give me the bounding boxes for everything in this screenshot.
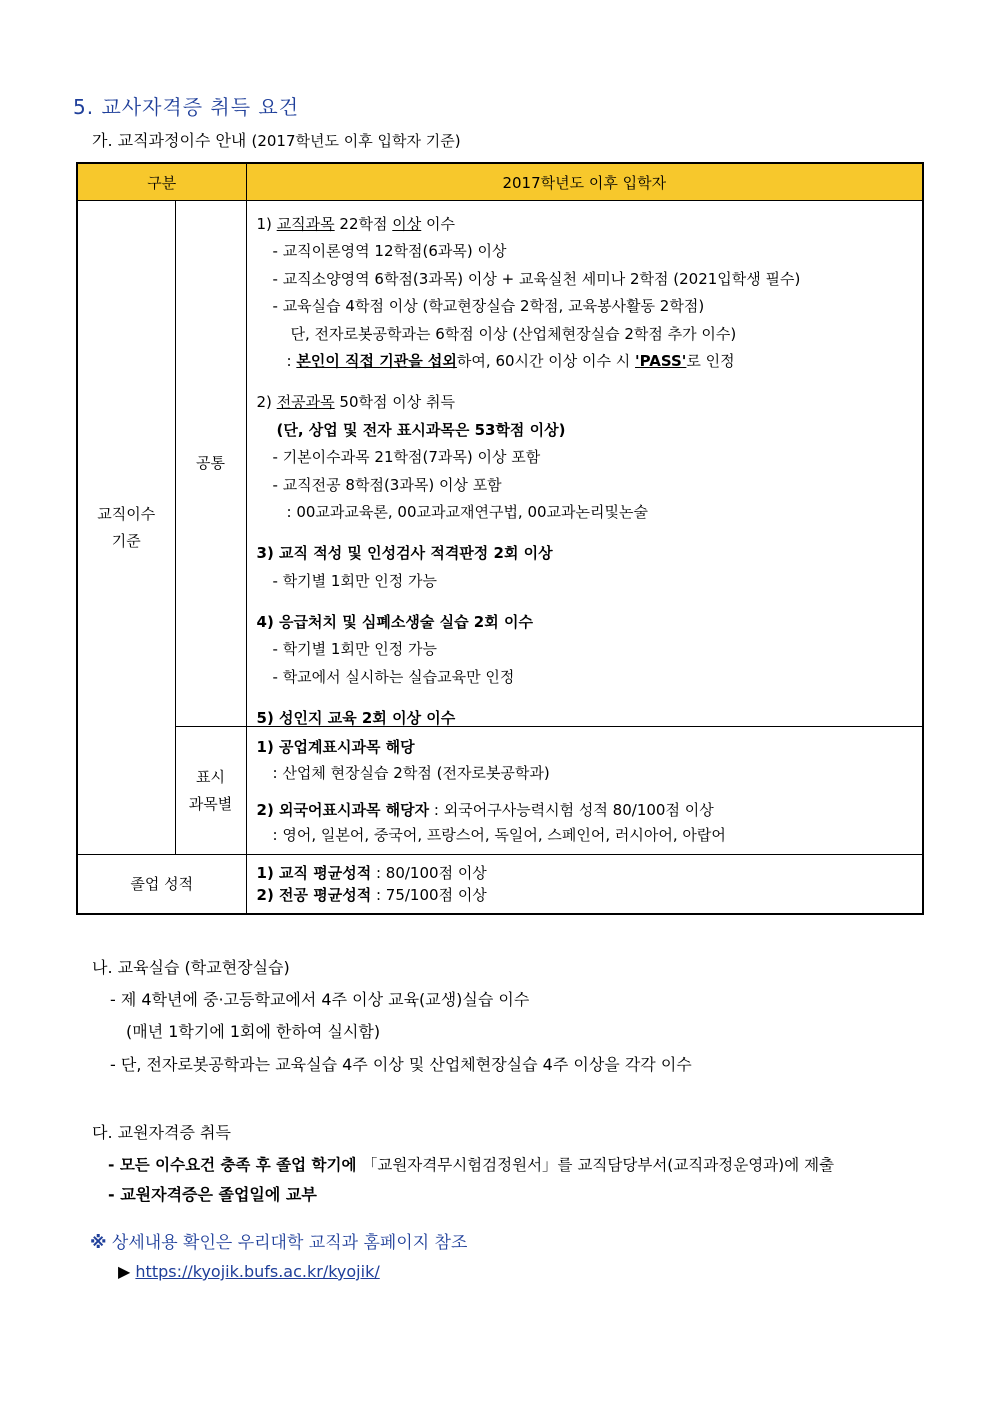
header-admission-year: 2017학년도 이후 입학자	[246, 163, 923, 201]
req-1-suffix: 이수	[421, 215, 455, 233]
req-1-line-2: - 교직소양영역 6학점(3과목) 이상 + 교육실천 세미나 2학점 (2021입학생 필수)	[272, 270, 801, 288]
subsection-c-line-1-lead: - 모든 이수요건 충족 후 졸업 학기에	[108, 1156, 362, 1174]
homepage-link[interactable]: https://kyojik.bufs.ac.kr/kyojik/	[135, 1262, 380, 1281]
req-3: 3) 교직 적성 및 인성검사 적격판정 2회 이상	[256, 544, 553, 562]
curriculum-table	[76, 162, 924, 915]
req-1-line-5-pass: 'PASS'	[635, 352, 687, 370]
req-1-line-1: - 교직이론영역 12학점(6과목) 이상	[272, 242, 507, 260]
grad-1	[257, 862, 487, 883]
header-category: 구분	[77, 163, 246, 201]
row-label-line-1: 교직이수	[97, 504, 156, 523]
homepage-link-line	[118, 1262, 380, 1281]
grad-2	[257, 884, 487, 905]
grad-1-title: 1) 교직 평균성적	[256, 864, 372, 882]
grad-2-title: 2) 전공 평균성적	[256, 886, 372, 904]
req-1-line-4: 단, 전자로봇공학과는 6학점 이상 (산업체현장실습 2학점 추가 이수)	[290, 325, 737, 343]
subsection-a-title-main: 가. 교직과정이수 안내	[92, 131, 247, 150]
req-4: 4) 응급처치 및 심폐소생술 실습 2회 이수	[256, 613, 533, 631]
disp-2-line-1: : 영어, 일본어, 중국어, 프랑스어, 독일어, 스페인어, 러시아어, 아랍어	[272, 826, 726, 844]
req-1-line-5-mid: 하여, 60시간 이상 이수 시	[456, 352, 636, 370]
disp-2	[257, 799, 714, 820]
req-1-line-5	[287, 350, 735, 371]
req-2-line-4: : 00교과교육론, 00교과교재연구법, 00교과논리및논술	[286, 503, 648, 521]
display-label-line-2: 과목별	[188, 794, 233, 813]
req-2-line-2: - 기본이수과목 21학점(7과목) 이상 포함	[272, 448, 541, 466]
subsection-b-line-2: (매년 1학기에 1회에 한하여 실시함)	[126, 1022, 381, 1041]
row-label-curriculum	[77, 201, 175, 855]
disp-1: 1) 공업계표시과목 해당	[256, 738, 415, 756]
req-1-credits: 22학점	[334, 215, 393, 233]
subsection-b-line-3: - 단, 전자로봇공학과는 교육실습 4주 이상 및 산업체현장실습 4주 이상을 각각 이수	[110, 1055, 692, 1074]
subsection-c-line-1	[108, 1153, 834, 1175]
disp-2-title: 2) 외국어표시과목 해당자	[256, 801, 430, 819]
display-subject-label	[175, 727, 246, 855]
grad-1-rest: : 80/100점 이상	[371, 864, 487, 882]
req-2-suffix: 50학점 이상 취득	[334, 393, 455, 411]
req-1	[257, 213, 455, 234]
notice-text: 상세내용 확인은 우리대학 교직과 홈페이지 참조	[106, 1233, 468, 1253]
disp-1-line-1: : 산업체 현장실습 2학점 (전자로봇공학과)	[272, 764, 550, 782]
subsection-c-title: 다. 교원자격증 취득	[92, 1123, 231, 1142]
req-1-above: 이상	[392, 215, 422, 233]
notice-mark-icon: ※	[90, 1233, 107, 1253]
subsection-a-title	[92, 128, 461, 151]
grad-2-rest: : 75/100점 이상	[371, 886, 487, 904]
req-1-line-5-self-arrange: 본인이 직접 기관을 섭외	[296, 352, 457, 370]
subsection-b-title: 나. 교육실습 (학교현장실습)	[92, 958, 290, 977]
row-label-line-2: 기준	[111, 531, 141, 550]
req-2-subject: 전공과목	[276, 393, 335, 411]
subsection-c-line-1-form: 「교원자격무시험검정원서」를 교직담당부서(교직과정운영과)에 제출	[361, 1156, 835, 1174]
subsection-b-line-1: - 제 4학년에 중·고등학교에서 4주 이상 교육(교생)실습 이수	[110, 990, 530, 1009]
req-1-line-5-end: 로 인정	[686, 352, 735, 370]
req-4-line-1: - 학기별 1회만 인정 가능	[272, 640, 437, 658]
req-2	[257, 391, 455, 412]
req-5: 5) 성인지 교육 2회 이상 이수	[256, 709, 456, 727]
subsection-c-line-2: - 교원자격증은 졸업일에 교부	[108, 1185, 317, 1204]
req-2-line-1: (단, 상업 및 전자 표시과목은 53학점 이상)	[276, 421, 566, 439]
req-1-subject: 교직과목	[276, 215, 335, 233]
req-1-line-5-colon: :	[286, 352, 297, 370]
section-title: 5. 교사자격증 취득 요건	[73, 95, 300, 119]
req-3-line-1: - 학기별 1회만 인정 가능	[272, 572, 437, 590]
req-4-line-2: - 학교에서 실시하는 실습교육만 인정	[272, 668, 515, 686]
req-1-prefix: 1)	[256, 215, 277, 233]
req-2-prefix: 2)	[256, 393, 277, 411]
grad-requirements	[246, 855, 923, 915]
display-subject-requirements	[246, 727, 923, 855]
common-requirements	[246, 201, 923, 727]
req-1-line-3: - 교육실습 4학점 이상 (학교현장실습 2학점, 교육봉사활동 2학점)	[272, 297, 705, 315]
subsection-a-note: (2017학년도 이후 입학자 기준)	[251, 132, 461, 150]
grad-label: 졸업 성적	[77, 855, 246, 915]
disp-2-rest: : 외국어구사능력시험 성적 80/100점 이상	[429, 801, 714, 819]
display-label-line-1: 표시	[196, 767, 225, 786]
req-2-line-3: - 교직전공 8학점(3과목) 이상 포함	[272, 476, 502, 494]
common-label: 공통	[175, 201, 246, 727]
notice-line	[90, 1228, 467, 1253]
arrow-icon: ▶	[118, 1262, 131, 1281]
